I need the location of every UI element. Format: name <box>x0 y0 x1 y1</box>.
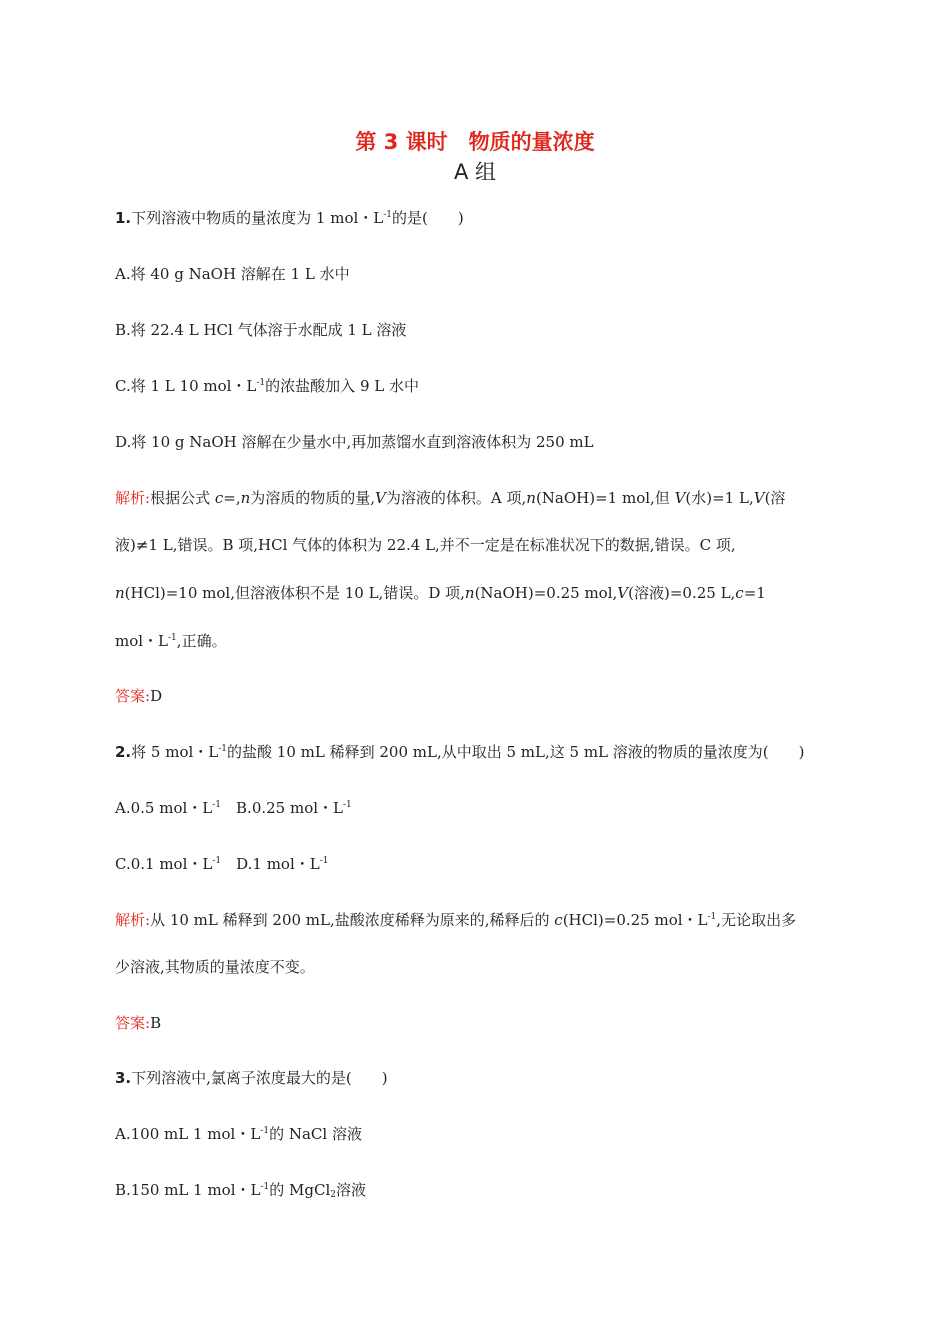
question-2-options-ab: A.0.5 mol・$L^{-1}$ B.0.25 mol・$L^{-1}$ <box>115 799 352 817</box>
question-number: 2. <box>115 743 132 761</box>
answer-label: 答案: <box>115 687 151 705</box>
question-1-analysis-line-2: 液)≠1 L,错误。B 项,HCl 气体的体积为 22.4 L,并不一定是在标准状况下的数据,错误。C 项, <box>115 536 736 554</box>
question-3-option-a: A.100 mL 1 mol・$L^{-1}$的 NaCl 溶液 <box>115 1125 362 1143</box>
analysis-label: 解析: <box>115 489 151 507</box>
question-2-analysis-line-1: 解析:从 10 mL 稀释到 200 mL,盐酸浓度稀释为原来的,稀释后的 c(HCl)=0.25 mol・$L^{-1}$,无论取出多 <box>115 911 797 929</box>
page-title: 第 3 课时 物质的量浓度 <box>355 130 595 154</box>
question-2-analysis-line-2: 少溶液,其物质的量浓度不变。 <box>115 958 315 976</box>
question-1-answer: 答案:D <box>115 687 163 705</box>
question-1-analysis-line-1: 解析:根据公式 c=,n为溶质的物质的量,V为溶液的体积。A 项,n(NaOH)=1 mol,但 V(水)=1 L,V(溶 <box>115 489 786 507</box>
question-1-analysis-line-4: mol・$L^{-1}$,正确。 <box>115 632 227 650</box>
question-1-option-c: C.将 1 L 10 mol・$L^{-1}$的浓盐酸加入 9 L 水中 <box>115 377 419 395</box>
question-1-option-d: D.将 10 g NaOH 溶解在少量水中,再加蒸馏水直到溶液体积为 250 mL <box>115 433 594 451</box>
question-3-stem: 3.下列溶液中,氯离子浓度最大的是( ) <box>115 1069 388 1087</box>
answer-label: 答案: <box>115 1014 151 1032</box>
question-2-stem: 2.将 5 mol・$L^{-1}$的盐酸 10 mL 稀释到 200 mL,从中取出 5 mL,这 5 mL 溶液的物质的量浓度为( ) <box>115 743 805 761</box>
question-2-options-cd: C.0.1 mol・$L^{-1}$ D.1 mol・$L^{-1}$ <box>115 855 329 873</box>
question-number: 1. <box>115 209 132 227</box>
question-3-option-b: B.150 mL 1 mol・$L^{-1}$的 MgCl$_2$溶液 <box>115 1181 367 1200</box>
question-1-stem: 1.下列溶液中物质的量浓度为 1 mol・$L^{-1}$的是( ) <box>115 209 464 227</box>
question-1-option-a: A.将 40 g NaOH 溶解在 1 L 水中 <box>115 265 350 283</box>
question-1-analysis-line-3: n(HCl)=10 mol,但溶液体积不是 10 L,错误。D 项,n(NaOH)=0.25 mol,V(溶液)=0.25 L,c=1 <box>115 584 766 602</box>
question-2-answer: 答案:B <box>115 1014 162 1032</box>
analysis-label: 解析: <box>115 911 151 929</box>
group-heading: A 组 <box>453 160 497 184</box>
question-number: 3. <box>115 1069 132 1087</box>
question-1-option-b: B.将 22.4 L HCl 气体溶于水配成 1 L 溶液 <box>115 321 407 339</box>
